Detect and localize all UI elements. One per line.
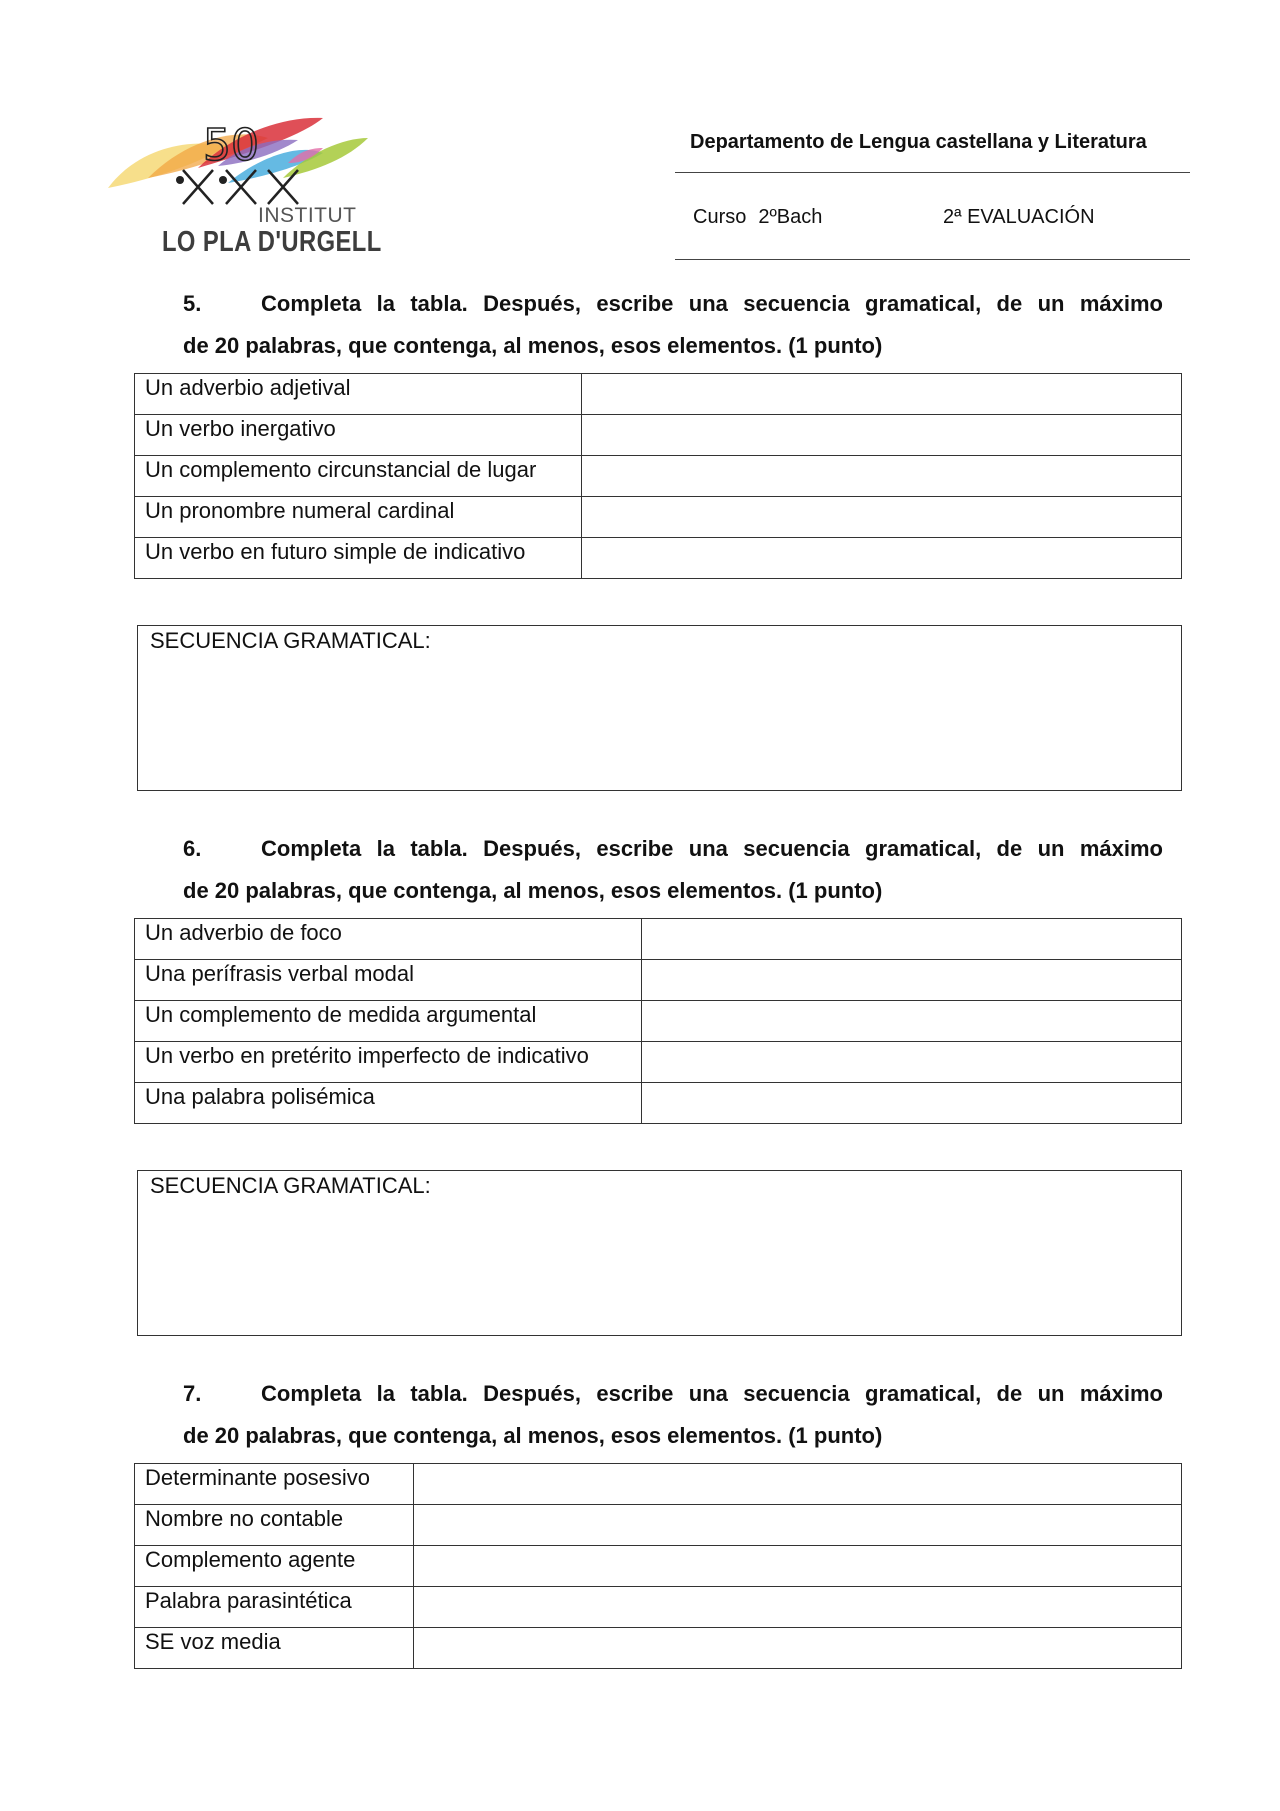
answer-cell[interactable]: [582, 497, 1182, 538]
logo-institut-text: INSTITUT: [258, 204, 357, 227]
table-cell-label: Un verbo inergativo: [135, 415, 582, 456]
table-cell-label: Un pronombre numeral cardinal: [135, 497, 582, 538]
department-title: Departamento de Lengua castellana y Literatura: [690, 131, 1147, 153]
table-cell-label: Un adverbio adjetival: [135, 374, 582, 415]
question-5-sequence-box[interactable]: [137, 625, 1182, 791]
table-row: [135, 1546, 1182, 1587]
header-divider-top: [675, 172, 1190, 173]
table-row: [135, 415, 1182, 456]
course-info: [693, 206, 822, 229]
sequence-label: SECUENCIA GRAMATICAL:: [150, 1173, 431, 1198]
table-cell-label: Un verbo en pretérito imperfecto de indicativo: [135, 1042, 642, 1083]
question-text-line2: de 20 palabras, que contenga, al menos, esos elementos. (1 punto): [183, 333, 883, 358]
answer-cell[interactable]: [582, 415, 1182, 456]
table-row: [135, 1001, 1182, 1042]
logo-brush-strokes: [108, 108, 368, 218]
question-number: 7.: [183, 1381, 202, 1406]
answer-cell[interactable]: [642, 960, 1182, 1001]
answer-cell[interactable]: [642, 919, 1182, 960]
question-6-sequence-box[interactable]: [137, 1170, 1182, 1336]
question-7-table: [134, 1463, 1182, 1669]
answer-cell[interactable]: [642, 1042, 1182, 1083]
table-row: [135, 1464, 1182, 1505]
question-number: 6.: [183, 836, 202, 861]
question-text-line1: Completa la tabla. Después, escribe una secuencia gramatical, de un máximo: [261, 836, 1163, 861]
table-row: [135, 374, 1182, 415]
table-row: [135, 1628, 1182, 1669]
table-row: [135, 1587, 1182, 1628]
answer-cell[interactable]: [582, 456, 1182, 497]
table-row: [135, 1505, 1182, 1546]
table-cell-label: Una palabra polisémica: [135, 1083, 642, 1124]
question-5-heading: [183, 283, 1163, 367]
school-logo: [108, 108, 382, 258]
table-cell-label: Un adverbio de foco: [135, 919, 642, 960]
answer-cell[interactable]: [582, 538, 1182, 579]
question-6-table: [134, 918, 1182, 1124]
logo-number: 50: [203, 120, 259, 171]
header-divider-bottom: [675, 259, 1190, 260]
course-value: 2ºBach: [758, 206, 823, 228]
table-cell-label: SE voz media: [135, 1628, 414, 1669]
table-cell-label: Palabra parasintética: [135, 1587, 414, 1628]
table-cell-label: Un verbo en futuro simple de indicativo: [135, 538, 582, 579]
table-row: [135, 960, 1182, 1001]
table-cell-label: Una perífrasis verbal modal: [135, 960, 642, 1001]
table-cell-label: Complemento agente: [135, 1546, 414, 1587]
table-row: [135, 456, 1182, 497]
question-6-heading: [183, 828, 1163, 912]
question-number: 5.: [183, 291, 202, 316]
table-row: [135, 919, 1182, 960]
table-row: [135, 497, 1182, 538]
table-row: [135, 1083, 1182, 1124]
question-text-line2: de 20 palabras, que contenga, al menos, esos elementos. (1 punto): [183, 878, 883, 903]
question-7-heading: [183, 1373, 1163, 1457]
sequence-label: SECUENCIA GRAMATICAL:: [150, 628, 431, 653]
table-cell-label: Un complemento circunstancial de lugar: [135, 456, 582, 497]
table-row: [135, 538, 1182, 579]
answer-cell[interactable]: [414, 1505, 1182, 1546]
evaluation-label: 2ª EVALUACIÓN: [943, 206, 1095, 228]
answer-cell[interactable]: [642, 1083, 1182, 1124]
logo-school-name: LO PLA D'URGELL: [162, 226, 382, 258]
question-text-line1: Completa la tabla. Después, escribe una secuencia gramatical, de un máximo: [261, 291, 1163, 316]
answer-cell[interactable]: [414, 1546, 1182, 1587]
table-cell-label: Nombre no contable: [135, 1505, 414, 1546]
table-cell-label: Un complemento de medida argumental: [135, 1001, 642, 1042]
question-text-line2: de 20 palabras, que contenga, al menos, esos elementos. (1 punto): [183, 1423, 883, 1448]
answer-cell[interactable]: [414, 1587, 1182, 1628]
answer-cell[interactable]: [582, 374, 1182, 415]
answer-cell[interactable]: [642, 1001, 1182, 1042]
table-cell-label: Determinante posesivo: [135, 1464, 414, 1505]
answer-cell[interactable]: [414, 1628, 1182, 1669]
table-row: [135, 1042, 1182, 1083]
question-5-table: [134, 373, 1182, 579]
course-label: Curso: [693, 206, 747, 228]
question-text-line1: Completa la tabla. Después, escribe una secuencia gramatical, de un máximo: [261, 1381, 1163, 1406]
answer-cell[interactable]: [414, 1464, 1182, 1505]
